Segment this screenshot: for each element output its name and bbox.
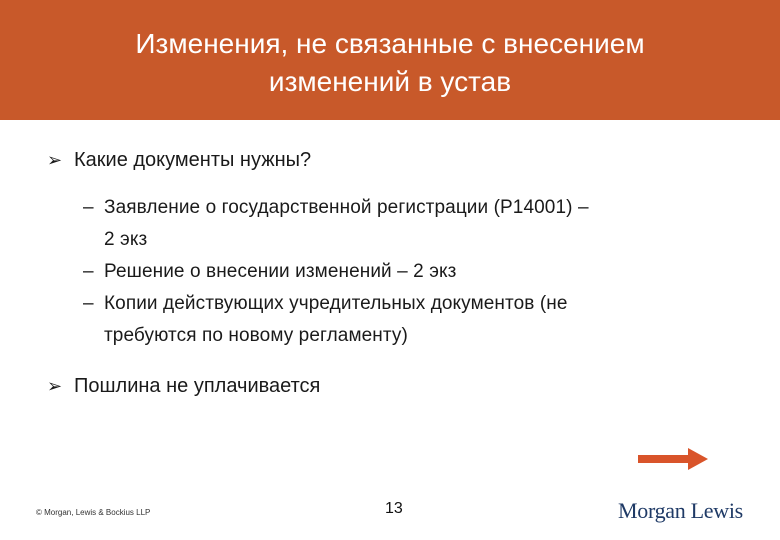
bullet-fee: [47, 372, 747, 400]
slide-content: [47, 146, 747, 400]
documents-sublist: [83, 192, 747, 352]
footer-copyright: © Morgan, Lewis & Bockius LLP: [36, 508, 151, 517]
sub-item-text: Заявление о государственной регистрации (Р14001) –: [104, 197, 589, 218]
bullet-documents: [47, 146, 747, 174]
slide-title-line2: изменений в устав: [268, 66, 512, 97]
page-number: 13: [385, 500, 403, 517]
sub-item-application: [83, 192, 747, 256]
arrowhead-bullet-icon: ➢: [47, 150, 63, 170]
dash-bullet: –: [83, 293, 94, 314]
sub-item-copies: [83, 288, 747, 352]
slide-title: [135, 25, 644, 101]
bullet-fee-text: Пошлина не уплачивается: [74, 375, 321, 397]
slide-title-line1: Изменения, не связанные с внесением: [135, 28, 645, 59]
dash-bullet: –: [83, 261, 94, 282]
company-logo: Morgan Lewis: [618, 498, 743, 523]
title-bar: [0, 0, 780, 120]
sub-item-text: Решение о внесении изменений – 2 экз: [104, 261, 457, 282]
sub-item-decision: [83, 256, 747, 288]
next-slide-button[interactable]: [638, 446, 710, 472]
arrowhead-bullet-icon: ➢: [47, 376, 63, 396]
sub-item-text-cont: 2 экз: [104, 229, 148, 250]
bullet-documents-text: Какие документы нужны?: [74, 149, 312, 171]
dash-bullet: –: [83, 197, 94, 218]
sub-item-text: Копии действующих учредительных документов (не: [104, 293, 568, 314]
right-arrow-icon: [638, 446, 710, 472]
sub-item-text-cont: требуются по новому регламенту): [104, 325, 408, 346]
